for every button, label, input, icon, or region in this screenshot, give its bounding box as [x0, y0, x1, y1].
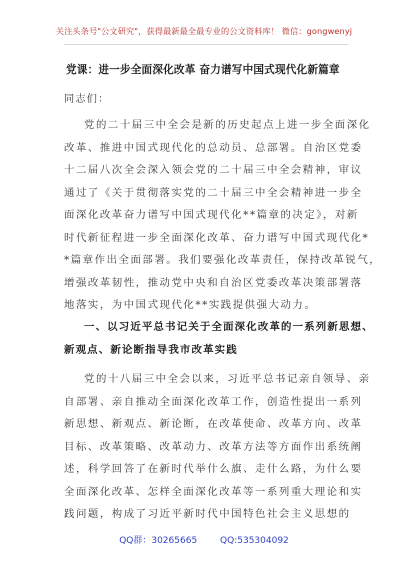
- paragraph-line: 通过了《关于贯彻落实党的二十届三中全会精神进一步全: [64, 186, 363, 199]
- paragraph-line: 目标、改革策略、改革动力、改革方法等方面作出系统阐: [64, 440, 363, 453]
- paragraph-line: 党的二十届三中全会是新的历史起点上进一步全面深化: [84, 119, 371, 131]
- paragraph-line: 述，科学回答了在新时代举什么旗、走什么路，为什么要: [64, 463, 363, 475]
- paragraph-line: 面深化改革奋力谱写中国式现代化**篇章的决定》，对新: [64, 209, 359, 221]
- section-heading-1: [64, 316, 374, 361]
- header-divider: [64, 44, 348, 45]
- paragraph-line: 增强改革韧性，推动党中央和自治区党委改革决策部署落: [64, 276, 363, 289]
- document-title: 党课：进一步全面深化改革 奋力谱写中国式现代化新篇章: [66, 64, 340, 76]
- paragraph-line: 改革、推进中国式现代化的总动员、总部署。自治区党委: [64, 141, 363, 154]
- salutation: 同志们：: [64, 94, 110, 105]
- heading-line: 一、以习近平总书记关于全面深化改革的一系列新思想、: [84, 321, 374, 333]
- paragraph-1: [64, 114, 382, 317]
- paragraph-line: 践问题，构成了习近平新时代中国特色社会主义思想的: [64, 508, 351, 520]
- paragraph-line: 时代新征程进一步全面深化改革、奋力谱写中国式现代化*: [64, 231, 370, 244]
- paragraph-2: [64, 368, 371, 526]
- paragraph-line: *篇章作出全面部署。我们要强化改革责任，保持改革锐气，: [64, 254, 382, 266]
- paragraph-line: 新思想、新观点、新论断，在改革使命、改革方向、改革: [64, 418, 363, 430]
- footer-qq: QQ:535304092: [220, 536, 289, 546]
- paragraph-line: 党的十八届三中全会以来，习近平总书记亲自领导、亲: [84, 373, 371, 385]
- paragraph-line: 全面深化改革、怎样全面深化改革等一系列重大理论和实: [64, 485, 363, 498]
- heading-line: 新观点、新论断指导我市改革实践: [64, 343, 238, 356]
- paragraph-line: 十二届八次全会深入领会党的二十届三中全会精神，审议: [64, 164, 363, 176]
- paragraph-line: 地落实，为中国式现代化**实践提供强大动力。: [64, 299, 317, 311]
- footer-contact: [0, 533, 408, 546]
- header-banner: 关注头条号"公文研究"，获得最新最全最专业的公文资料库！ 微信：gongwenyj: [55, 26, 353, 36]
- paragraph-line: 自部署、亲自推动全面深化改革工作，创造性提出一系列: [64, 395, 363, 408]
- footer-qq-group: QQ群：30265665: [119, 536, 198, 546]
